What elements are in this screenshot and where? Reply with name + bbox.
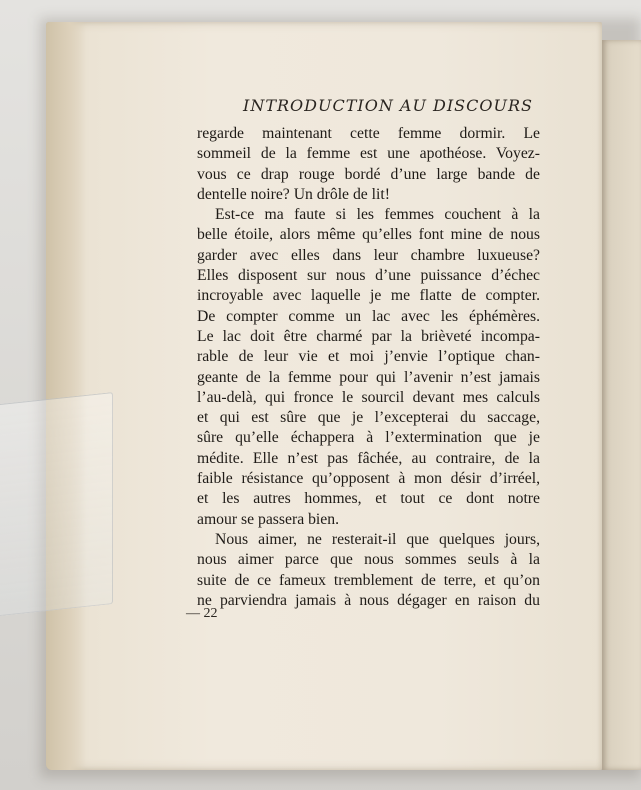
next-page-edge (602, 40, 641, 770)
text-line: nous aimer parce que nous sommes seuls à la (197, 551, 540, 569)
paragraph-1 (197, 124, 540, 205)
text-line: geante de la femme pour qui l’avenir n’est jamais (197, 368, 540, 386)
text-line: et les autres hommes, et tout ce dont notre (197, 490, 540, 508)
text-line: dentelle noire? Un drôle de lit! (197, 185, 390, 203)
running-head: INTRODUCTION AU DISCOURS (243, 96, 533, 115)
text-line: rable de leur vie et moi j’envie l’optique chan- (197, 348, 540, 366)
text-line: suite de ce fameux tremblement de terre, et qu’on (197, 571, 540, 589)
text-line: Nous aimer, ne resterait-il que quelques jours, (215, 530, 540, 548)
text-line: l’au-delà, qui fronce le sourcil devant mes calculs (197, 388, 540, 406)
text-line: faible résistance qu’opposent à mon désir d’irréel, (197, 470, 540, 488)
text-line: sûre qu’elle échappera à l’extermination que je (197, 429, 540, 447)
text-line: vous ce drap rouge bordé d’une large bande de (197, 165, 540, 183)
text-line: Le lac doit être charmé par la brièveté incompa- (197, 327, 540, 345)
body-text (197, 124, 540, 611)
paragraph-2 (197, 205, 540, 530)
text-line: amour se passera bien. (197, 510, 340, 528)
text-line: et qui est sûre que je l’excepterai du saccage, (197, 409, 540, 427)
text-line: sommeil de la femme est une apothéose. Voyez- (197, 145, 540, 163)
text-line: belle étoile, alors même qu’elles font mine de nous (197, 226, 540, 244)
text-line: incroyable avec laquelle je me flatte de compter. (197, 287, 540, 305)
page-number: — 22 (186, 606, 218, 621)
paragraph-3 (197, 530, 540, 611)
text-line: De compter comme un lac avec les éphémères. (197, 307, 540, 325)
text-line: médite. Elle n’est pas fâchée, au contraire, de la (197, 449, 540, 467)
text-line: Elles disposent sur nous d’une puissance d’échec (197, 267, 540, 285)
text-line: ne parviendra jamais à nous dégager en raison du (197, 591, 540, 609)
text-line: Est-ce ma faute si les femmes couchent à la (215, 206, 540, 224)
text-line: regarde maintenant cette femme dormir. Le (197, 125, 540, 142)
transparent-bookmark (0, 392, 113, 616)
text-line: garder avec elles dans leur chambre luxueuse? (197, 246, 540, 264)
